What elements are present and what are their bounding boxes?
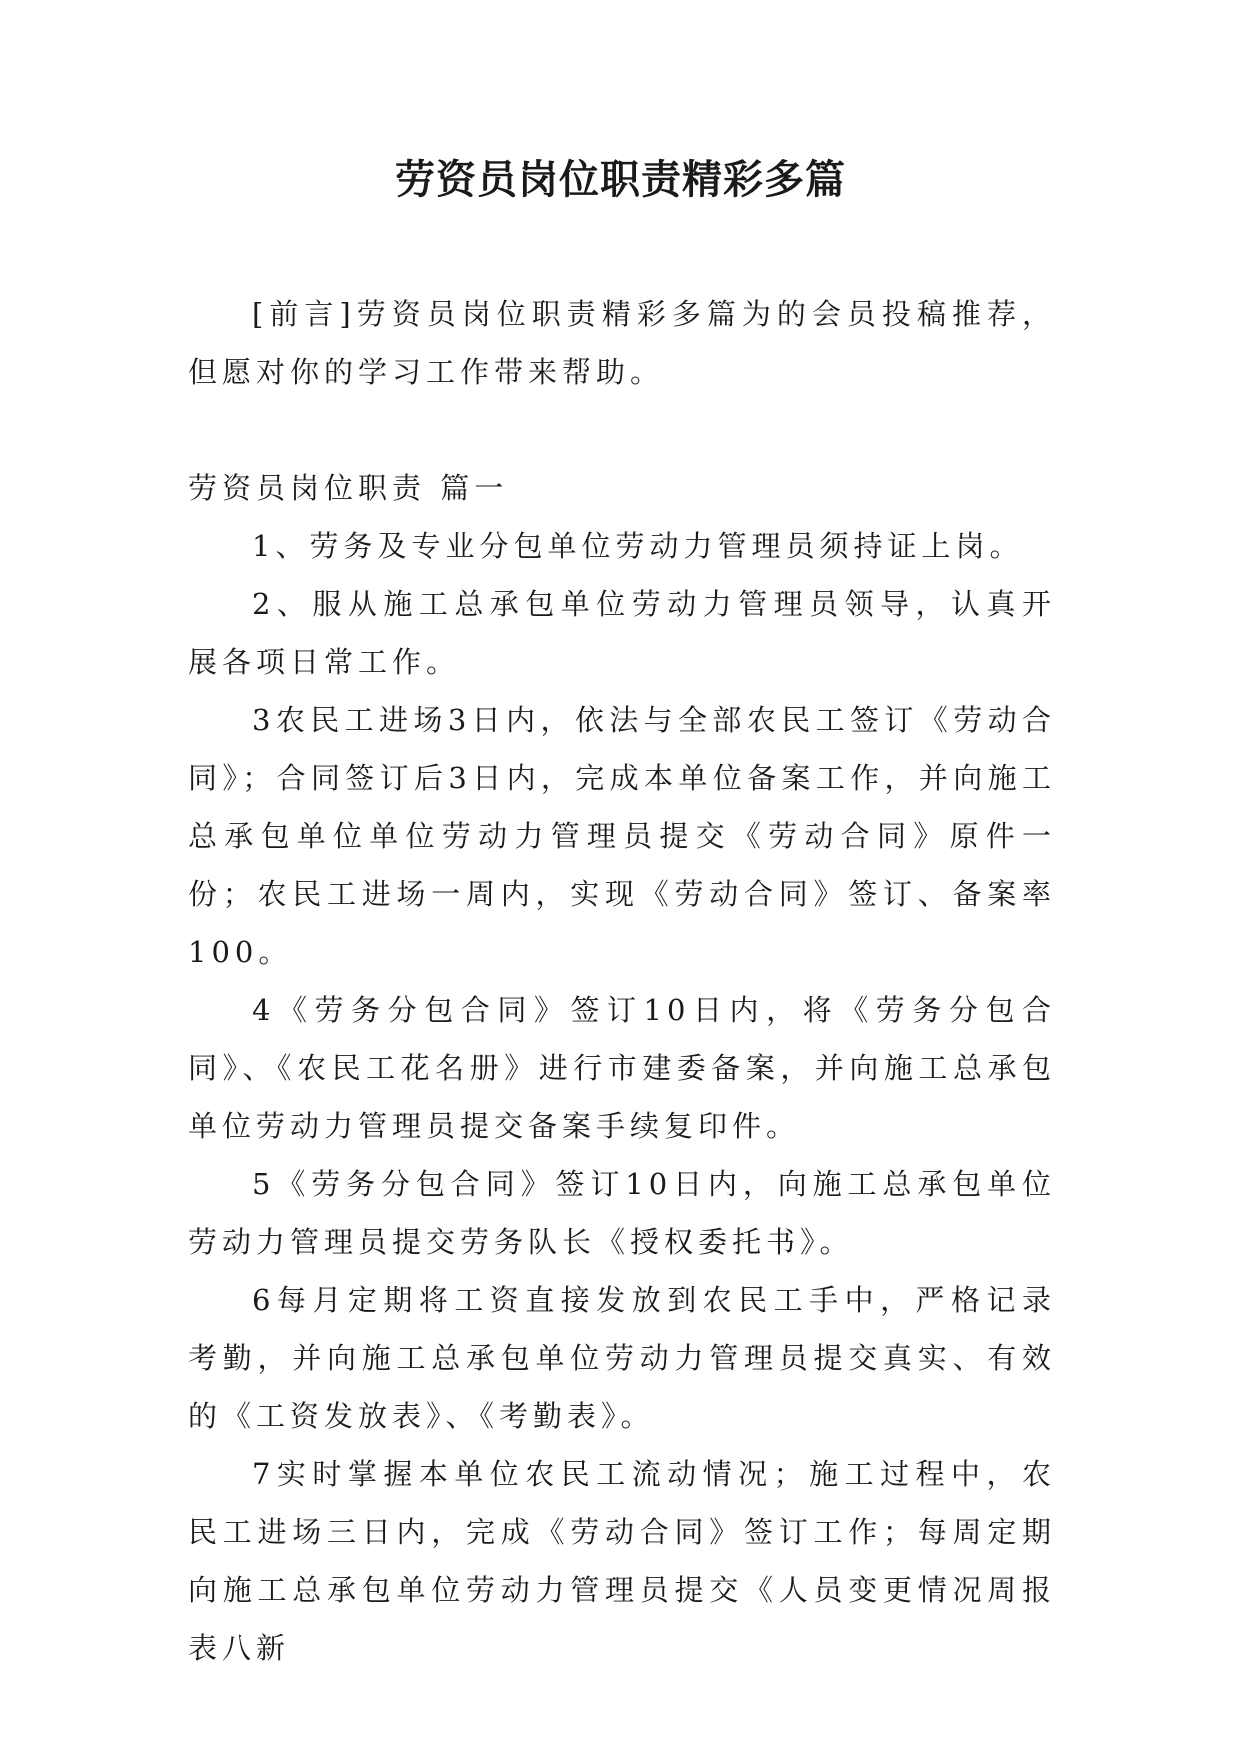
list-item: 7实时掌握本单位农民工流动情况；施工过程中，农民工进场三日内，完成《劳动合同》签订工作；每周定期向施工总承包单位劳动力管理员提交《人员变更情况周报表八新 [188,1457,1056,1665]
list-item: 2、服从施工总承包单位劳动力管理员领导，认真开展各项日常工作。 [188,587,1056,679]
paragraph-spacer [188,401,1056,459]
list-item: 5《劳务分包合同》签订10日内，向施工总承包单位劳动力管理员提交劳务队长《授权委托书》。 [188,1167,1056,1259]
section-heading: 劳资员岗位职责 篇一 [188,471,509,505]
list-item: 4《劳务分包合同》签订10日内，将《劳务分包合同》、《农民工花名册》进行市建委备案，并向施工总承包单位劳动力管理员提交备案手续复印件。 [188,993,1056,1143]
document-body [188,285,1056,1677]
preface-paragraph: [前言]劳资员岗位职责精彩多篇为的会员投稿推荐，但愿对你的学习工作带来帮助。 [188,297,1056,389]
document-title: 劳资员岗位职责精彩多篇 [395,156,846,203]
list-item: 1、劳务及专业分包单位劳动力管理员须持证上岗。 [252,529,1024,563]
list-item: 3农民工进场3日内，依法与全部农民工签订《劳动合同》；合同签订后3日内，完成本单位备案工作，并向施工总承包单位单位劳动力管理员提交《劳动合同》原件一份；农民工进场一周内，实现《劳动合同》签订、备案率100。 [188,703,1056,969]
list-item: 6每月定期将工资直接发放到农民工手中，严格记录考勤，并向施工总承包单位劳动力管理员提交真实、有效的《工资发放表》、《考勤表》。 [188,1283,1056,1433]
